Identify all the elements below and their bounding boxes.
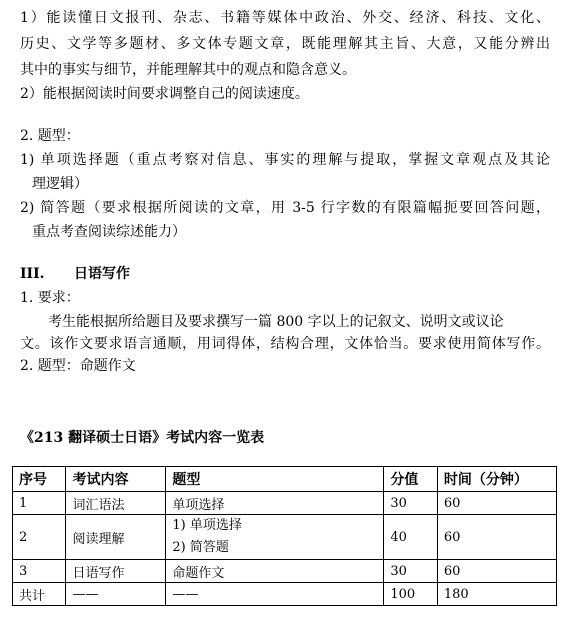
row-score: 100 — [384, 583, 437, 606]
row-type-line: 1) 单项选择 — [172, 518, 242, 533]
row-no: 2 — [13, 515, 66, 560]
table-total-row — [13, 583, 557, 606]
row-type: 单项选择 — [166, 492, 384, 515]
row-type — [166, 515, 384, 560]
reading-req1-line3: 其中的事实与细节，并能理解其中的观点和隐含意义。 — [20, 62, 356, 78]
reading-req1-line2: 历史、文学等多题材、多文体专题文章，既能理解其主旨、大意，又能分辨出 — [20, 36, 550, 52]
reading-req2: 2）能根据阅读时间要求调整自己的阅读速度。 — [20, 86, 309, 102]
reading-type2-line1: 2) 简答题（要求根据所阅读的文章，用 3-5 行字数的有限篇幅扼要回答问题， — [20, 200, 550, 216]
reading-type1-line1: 1) 单项选择题（重点考察对信息、事实的理解与提取，掌握文章观点及其论 — [20, 152, 550, 168]
row-no: 共计 — [13, 583, 66, 606]
writing-type-line: 2. 题型：命题作文 — [20, 358, 136, 374]
row-time: 180 — [437, 583, 556, 606]
reading-type1-line2: 理逻辑） — [32, 176, 88, 192]
header-no: 序号 — [13, 467, 66, 492]
header-content: 考试内容 — [66, 467, 166, 492]
reading-req1-line1: 1）能读懂日文报刊、杂志、书籍等媒体中政治、外交、经济、科技、文化、 — [20, 10, 550, 26]
row-no: 3 — [13, 560, 66, 583]
reading-type2-line2: 重点考查阅读综述能力） — [32, 224, 186, 240]
header-score: 分值 — [384, 467, 437, 492]
row-content: 日语写作 — [66, 560, 166, 583]
reading-types-heading: 2. 题型： — [20, 128, 80, 144]
row-content: —— — [66, 583, 166, 606]
writing-heading-number: III. — [20, 266, 45, 282]
row-time: 60 — [437, 492, 556, 515]
writing-req-heading: 1. 要求： — [20, 290, 80, 306]
header-time: 时间（分钟） — [437, 467, 556, 492]
table-caption: 《213 翻译硕士日语》考试内容一览表 — [20, 430, 265, 446]
writing-req-text-line1: 考生能根据所给题目及要求撰写一篇 800 字以上的记叙文、说明文或议论 — [48, 314, 504, 330]
table-header-row — [13, 467, 557, 492]
writing-heading-title: 日语写作 — [74, 266, 130, 282]
row-type: —— — [166, 583, 384, 606]
row-score: 40 — [384, 515, 437, 560]
row-no: 1 — [13, 492, 66, 515]
table-row — [13, 492, 557, 515]
row-time: 60 — [437, 560, 556, 583]
row-score: 30 — [384, 560, 437, 583]
header-type: 题型 — [166, 467, 384, 492]
row-type: 命题作文 — [166, 560, 384, 583]
exam-content-table — [12, 466, 557, 606]
writing-req-text-line2: 文。该作文要求语言通顺，用词得体，结构合理，文体恰当。要求使用简体写作。 — [20, 336, 550, 352]
row-content: 词汇语法 — [66, 492, 166, 515]
row-time: 60 — [437, 515, 556, 560]
writing-heading — [20, 264, 130, 284]
row-type-line: 2) 简答题 — [172, 540, 229, 555]
table-row — [13, 515, 557, 560]
table-row — [13, 560, 557, 583]
row-score: 30 — [384, 492, 437, 515]
row-content: 阅读理解 — [66, 515, 166, 560]
